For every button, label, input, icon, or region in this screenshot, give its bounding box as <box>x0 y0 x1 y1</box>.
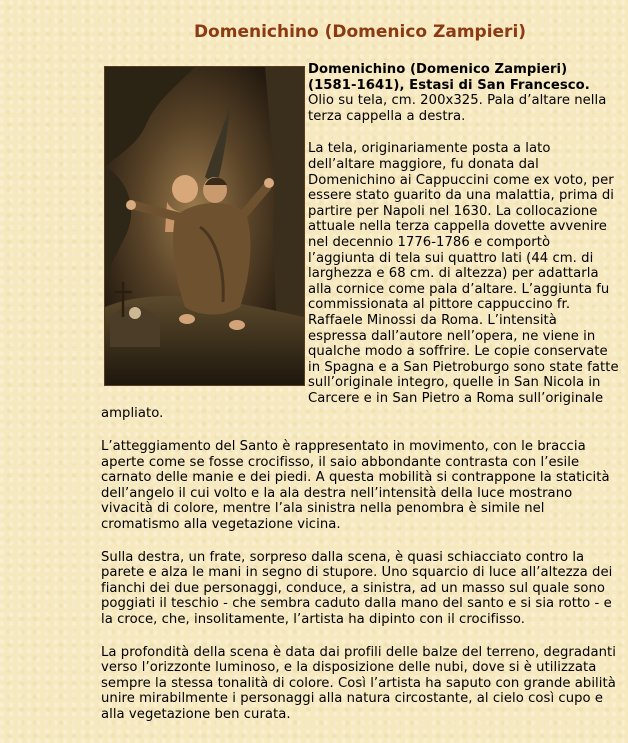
caption-bold: Domenichino (Domenico Zampieri) (1581-1641), Estasi di San Francesco. <box>308 62 590 93</box>
article-text <box>101 62 619 740</box>
paragraph-2: L’atteggiamento del Santo è rappresentato in movimento, con le braccia aperte come se fosse crocifisso, il saio abbondante contrasta con l’esile carnato delle manie e dei piedi. A questa mobilità si contrappone la staticità dell’angelo il cui volto e la ala destra nell’intensità della luce mostrano vivacità di colore, mentre l’ala sinistra nella penombra è simile nel cromatismo alla vegetazione vicina. <box>101 439 610 533</box>
page-title: Domenichino (Domenico Zampieri) <box>193 22 527 42</box>
paragraph-3: Sulla destra, un frate, sorpreso dalla scena, è quasi schiacciato contro la parete e alza le mani in segno di stupore. Uno squarcio di luce all’altezza dei fianchi dei due personaggi, conduce, a sinistra, ad un masso sul quale sono poggiati il teschio - che sembra caduto dalla mano del santo e si sia rotto - e la croce, che, insolitamente, l’artista ha dipinto con il crocifisso. <box>101 549 613 627</box>
paragraph-4: La profondità della scena è data dai profili delle balze del terreno, degradanti verso l’orizzonte luminoso, e la disposizione delle nubi, dove si è utilizzata sempre la stessa tonalità di colore. Così l’artista ha saputo con grande abilità unire mirabilmente i personaggi alla natura circostante, al cielo così cupo e alla vegetazione ben curata. <box>101 644 616 722</box>
image-spacer <box>101 62 308 392</box>
caption-rest: Olio su tela, cm. 200x325. Pala d’altare nella terza cappella a destra. <box>308 93 607 124</box>
paragraph-1: La tela, originariamente posta a lato dell’altare maggiore, fu donata dal Domenichino ai Cappuccini come ex voto, per essere stato guarito da una malattia, prima di partire per Napoli nel 1630. La collocazione attuale nella terza cappella dovette avvenire nel decennio 1776-1786 e comportò l’aggiunta di tela sui quattro lati (44 cm. di larghezza e 68 cm. di altezza) per adattarla alla cornice come pala d’altare. L’aggiunta fu commissionata al pittore cappuccino fr. Raffaele Minossi da Roma. L’intensità espressa dall’autore nell’opera, ne viene in qualche modo a soffrire. Le copie conservate in Spagna e a San Pietroburgo sono state fatte sull’originale integro, quelle in San Nicola in Carcere e in San Pietro a Roma sull’originale ampliato. <box>101 141 619 422</box>
